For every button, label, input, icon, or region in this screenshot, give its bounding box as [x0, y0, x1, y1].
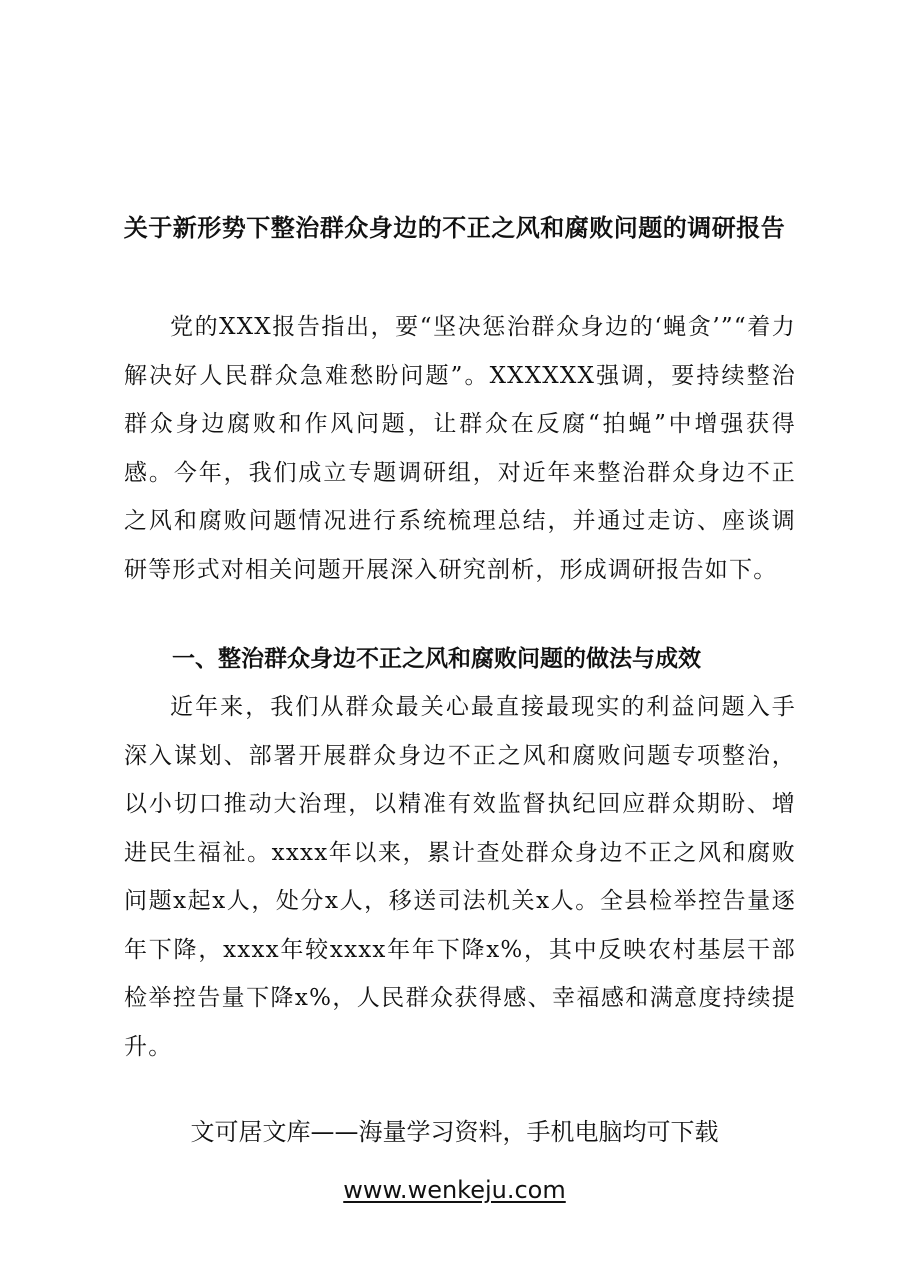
footer-slogan: 文可居文库——海量学习资料，手机电脑均可下载 [190, 1118, 719, 1146]
section-heading: 一、整治群众身边不正之风和腐败问题的做法与成效 [172, 646, 701, 672]
footer-url-link[interactable]: www.wenkeju.com [343, 1176, 566, 1204]
document-title: 关于新形势下整治群众身边的不正之风和腐败问题的调研报告 [123, 213, 786, 242]
footer-url-container [0, 1170, 909, 1210]
section-paragraph: 近年来，我们从群众最关心最直接最现实的利益问题入手深入谋划、部署开展群众身边不正之风和腐败问题专项整治，以小切口推动大治理，以精准有效监督执纪回应群众期盼、增进民生福祉。xxxx年以来，累计查处群众身边不正之风和腐败问题x起x人，处分x人，移送司法机关x人。全县检举控告量逐年下降，xxxx年较xxxx年年下降x%，其中反映农村基层干部检举控告量下降x%，人民群众获得感、幸福感和满意度持续提升。 [124, 694, 796, 1060]
intro-paragraph: 党的XXX报告指出，要“坚决惩治群众身边的‘蝇贪’”“着力解决好人民群众急难愁盼问题”。XXXXXX强调，要持续整治群众身边腐败和作风问题，让群众在反腐“拍蝇”中增强获得感。今年，我们成立专题调研组，对近年来整治群众身边不正之风和腐败问题情况进行系统梳理总结，并通过走访、座谈调研等形式对相关问题开展深入研究剖析，形成调研报告如下。 [124, 314, 796, 583]
